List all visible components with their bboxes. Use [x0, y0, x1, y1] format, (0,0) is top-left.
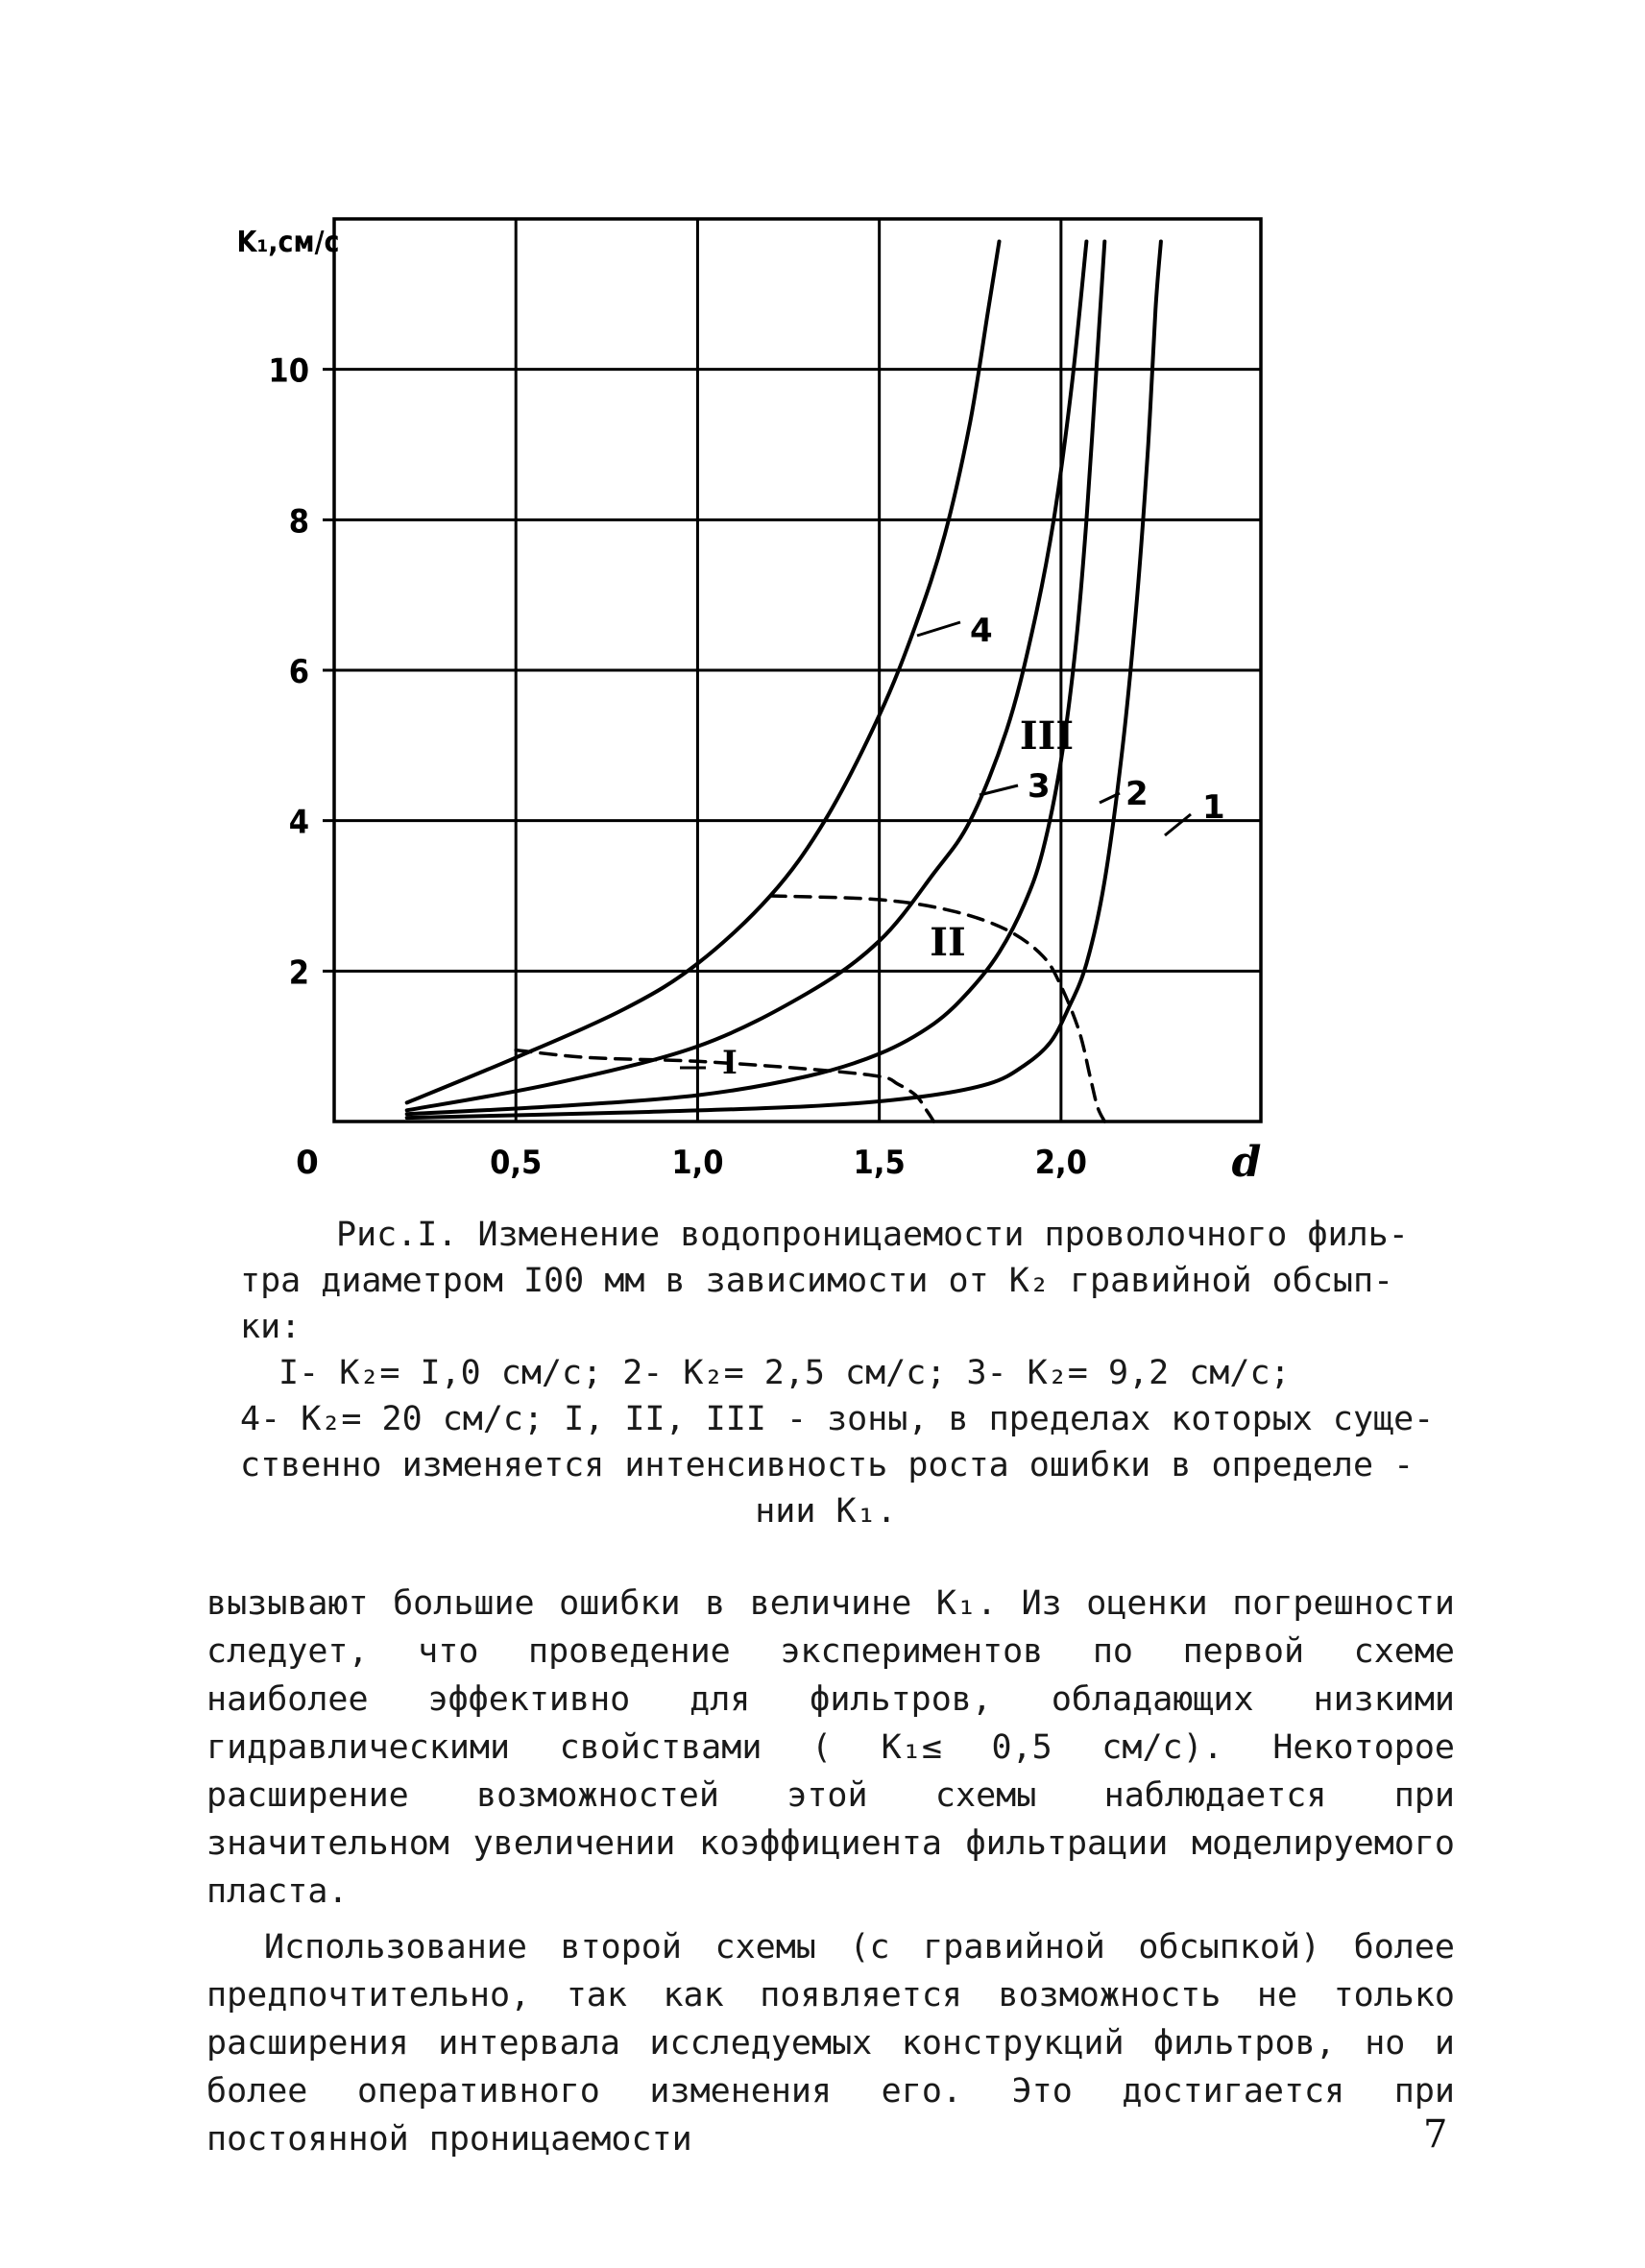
series-line-1: [407, 242, 1161, 1119]
x-axis-label: d: [1231, 1138, 1262, 1187]
y-tick-label: 10: [268, 351, 309, 391]
curve-leader: [1165, 814, 1191, 835]
series-line-2: [407, 242, 1105, 1115]
page-number: 7: [1423, 2112, 1448, 2157]
body-text: [206, 1580, 1455, 2171]
caption-line: I- К₂= I,0 см/с; 2- К₂= 2,5 см/с; 3- К₂= 9,2 см/с;: [278, 1354, 1291, 1392]
x-tick-label: 0,5: [490, 1144, 543, 1182]
grid: [323, 219, 1261, 1122]
figure-caption: [240, 1212, 1435, 1534]
y-tick-label: 6: [288, 653, 309, 691]
caption-line: ственно изменяется интенсивность роста ошибки в определе -: [240, 1446, 1415, 1484]
origin-label: 0: [296, 1144, 319, 1182]
caption-line: Рис.I. Изменение водопроницаемости проволочного филь-: [336, 1216, 1409, 1254]
curve-label: 2: [1125, 775, 1149, 813]
y-axis-label: K₁,см/с: [236, 226, 340, 259]
zone-label: I: [722, 1044, 738, 1082]
caption-line: 4- К₂= 20 см/с; I, II, III - зоны, в пределах которых суще-: [240, 1400, 1435, 1438]
curve-label: 1: [1202, 788, 1225, 827]
zone-label: II: [930, 920, 966, 965]
caption-line: ки:: [240, 1308, 302, 1346]
curve-label: 3: [1028, 767, 1051, 806]
curve-leader: [917, 622, 960, 636]
y-tick-label: 8: [288, 502, 309, 542]
paragraph: Использование второй схемы (с гравийной обсыпкой) более предпочтительно, так как появляется возможность не только расширения интервала исследуемых конструкций фильтров, но и более оперативного изменения его. Это достигается при постоянной проницаемости: [206, 1928, 1455, 2159]
caption-line: тра диаметром I00 мм в зависимости от К₂ гравийной обсып-: [240, 1262, 1394, 1300]
caption-line: нии К₁.: [755, 1492, 897, 1531]
series-group: [407, 242, 1161, 1122]
series-line-3: [407, 242, 1087, 1111]
x-tick-label: 1,0: [671, 1144, 724, 1182]
x-tick-label: 1,5: [853, 1144, 906, 1182]
zone-label: III: [1019, 713, 1075, 759]
x-tick-label: 2,0: [1034, 1144, 1087, 1182]
curve-label: 4: [970, 612, 993, 650]
y-tick-label: 2: [288, 953, 309, 993]
paragraph: вызывают большие ошибки в величине К₁. Из оценки погрешности следует, что проведение экспериментов по первой схеме наиболее эффективно для фильтров, обладающих низкими гидравлическими свойствами ( К₁≤ 0,5 см/с). Некоторое расширение возможностей этой схемы наблюдается при значительном увеличении коэффициента фильтрации моделируемого пласта.: [206, 1584, 1455, 1911]
y-tick-label: 4: [288, 803, 309, 842]
